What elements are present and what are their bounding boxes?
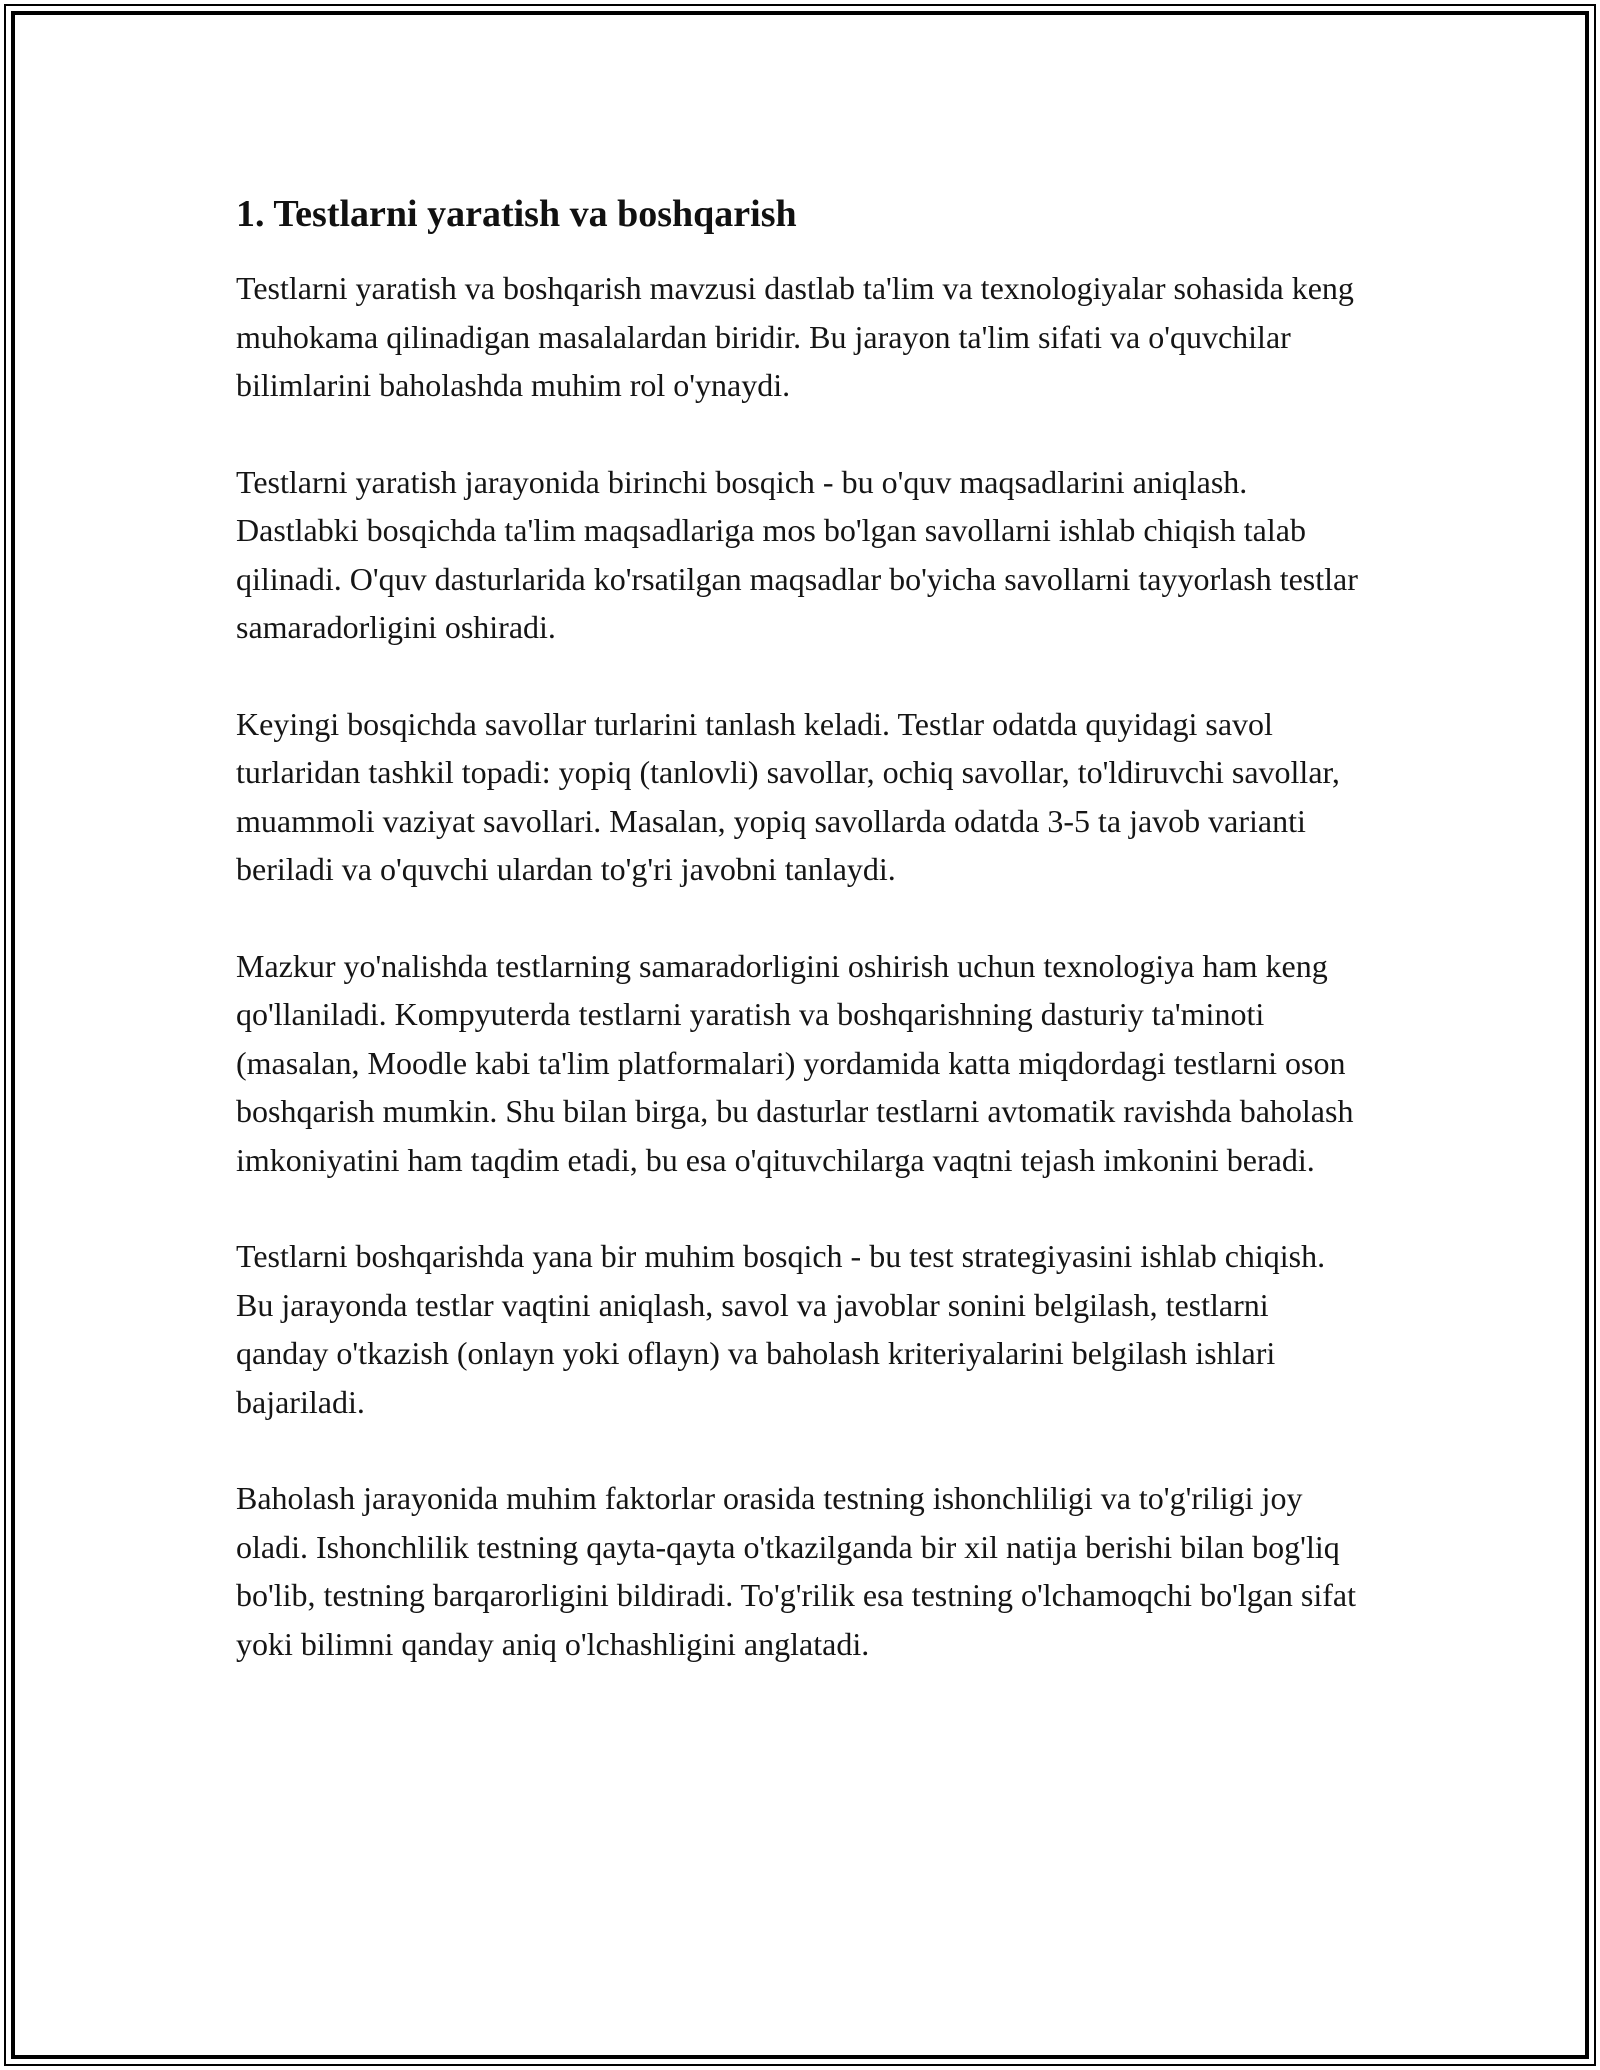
paragraph-technology: Mazkur yo'nalishda testlarning samaradorligini oshirish uchun texnologiya ham keng qo'llaniladi. Kompyuterda testlarni yaratish va boshqarishning dasturiy ta'minoti (masalan, Moodle kabi ta'lim platformalari) yordamida katta miqdordagi testlarni oson boshqarish mumkin. Shu bilan birga, bu dasturlar testlarni avtomatik ravishda baholash imkoniyatini ham taqdim etadi, bu esa o'qituvchilarga vaqtni tejash imkonini beradi.	[236, 947, 1354, 1178]
paragraph-test-strategy: Testlarni boshqarishda yana bir muhim bosqich - bu test strategiyasini ishlab chiqish. Bu jarayonda testlar vaqtini aniqlash, savol va javoblar sonini belgilash, testlarni qanday o'tkazish (onlayn yoki oflayn) va baholash kriteriyalarini belgilash ishlari bajariladi.	[236, 1238, 1326, 1420]
paragraph-question-types: Keyingi bosqichda savollar turlarini tanlash keladi. Testlar odatda quyidagi savol turlaridan tashkil topadi: yopiq (tanlovli) savollar, ochiq savollar, to'ldiruvchi savollar, muammoli vaziyat savollari. Masalan, yopiq savollarda odatda 3-5 ta javob varianti beriladi va o'quvchi ulardan to'g'ri javobni tanlaydi.	[236, 705, 1340, 887]
paragraph-reliability-validity: Baholash jarayonida muhim faktorlar orasida testning ishonchliligi va to'g'riligi joy oladi. Ishonchlilik testning qayta-qayta o'tkazilganda bir xil natija berishi bilan bog'liq bo'lib, testning barqarorligini bildiradi. To'g'rilik esa testning o'lchamoqchi bo'lgan sifat yoki bilimni qanday aniq o'lchashligini anglatadi.	[236, 1480, 1357, 1662]
paragraph-intro: Testlarni yaratish va boshqarish mavzusi dastlab ta'lim va texnologiyalar sohasida keng muhokama qilinadigan masalalardan biridir. Bu jarayon ta'lim sifati va o'quvchilar bilimlarini baholashda muhim rol o'ynaydi.	[236, 270, 1354, 403]
paragraph-first-stage: Testlarni yaratish jarayonida birinchi bosqich - bu o'quv maqsadlarini aniqlash. Dastlabki bosqichda ta'lim maqsadlariga mos bo'lgan savollarni ishlab chiqish talab qilinadi. O'quv dasturlarida ko'rsatilgan maqsadlar bo'yicha savollarni tayyorlash testlar samaradorligini oshiradi.	[236, 463, 1358, 645]
section-heading: 1. Testlarni yaratish va boshqarish	[236, 193, 797, 235]
document-body	[236, 186, 1366, 1716]
